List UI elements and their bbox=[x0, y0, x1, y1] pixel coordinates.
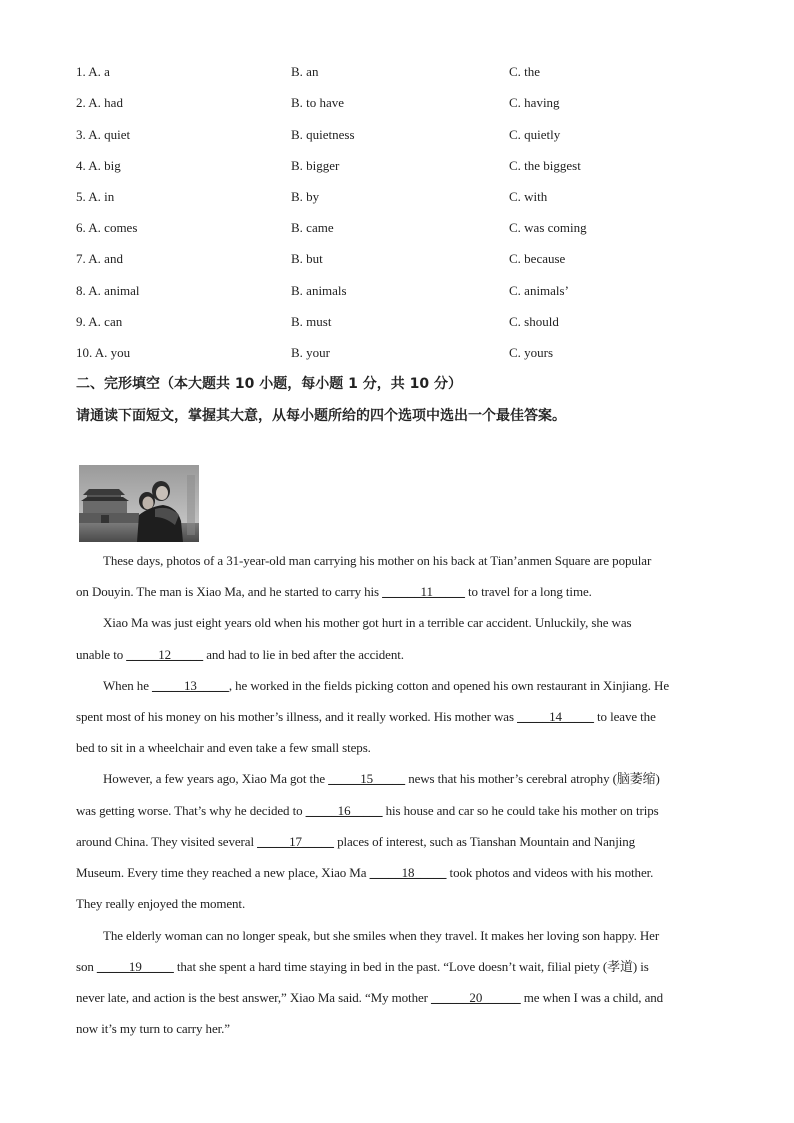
passage-line bbox=[76, 894, 726, 914]
passage-line bbox=[103, 926, 753, 946]
passage-text: that she spent a hard time staying in bed in the past. “Love doesn’t wait, filial piety (孝道) is bbox=[173, 959, 649, 974]
passage-text: and had to lie in bed after the accident. bbox=[203, 647, 404, 662]
passage-line bbox=[76, 1019, 726, 1039]
passage-text: They really enjoyed the moment. bbox=[76, 896, 246, 911]
passage-text: unable to bbox=[76, 647, 127, 662]
passage-photo bbox=[79, 465, 199, 542]
passage-text: around China. They visited several bbox=[76, 834, 258, 849]
passage-text: When he bbox=[103, 678, 153, 693]
passage-text: These days, photos of a 31-year-old man carrying his mother on his back at Tian’anmen Square are popular bbox=[103, 553, 652, 568]
passage-text: Xiao Ma was just eight years old when his mother got hurt in a terrible car accident. Unluckily, she was bbox=[103, 615, 632, 630]
passage-line bbox=[76, 582, 726, 602]
blank-11: ______11_____ bbox=[382, 584, 465, 599]
passage-line bbox=[103, 676, 753, 696]
blank-14: _____14_____ bbox=[517, 709, 594, 724]
passage-text: Museum. Every time they reached a new place, Xiao Ma bbox=[76, 865, 370, 880]
option-row bbox=[0, 218, 794, 238]
passage-text: son bbox=[76, 959, 97, 974]
option-row bbox=[0, 281, 794, 301]
option-b: B. but bbox=[291, 251, 323, 266]
option-b: B. to have bbox=[291, 95, 345, 110]
passage-text: his house and car so he could take his mother on trips bbox=[382, 803, 659, 818]
passage-line bbox=[76, 707, 726, 727]
passage-text: to leave the bbox=[593, 709, 656, 724]
passage-text: now it’s my turn to carry her.” bbox=[76, 1021, 230, 1036]
blank-20: ______20______ bbox=[431, 990, 521, 1005]
option-b: B. quietness bbox=[291, 127, 355, 142]
passage-text: took photos and videos with his mother. bbox=[446, 865, 654, 880]
passage-line bbox=[103, 613, 753, 633]
passage-text: news that his mother’s cerebral atrophy (脑萎缩) bbox=[405, 771, 660, 786]
passage-line bbox=[103, 769, 753, 789]
passage-line bbox=[76, 801, 726, 821]
passage-text: However, a few years ago, Xiao Ma got the bbox=[103, 771, 329, 786]
option-a: 10. A. you bbox=[76, 345, 131, 360]
option-row bbox=[0, 62, 794, 82]
option-row bbox=[0, 249, 794, 269]
passage-text: places of interest, such as Tianshan Mountain and Nanjing bbox=[333, 834, 636, 849]
option-c: C. yours bbox=[509, 345, 554, 360]
option-a: 7. A. and bbox=[76, 251, 123, 266]
option-c: C. because bbox=[509, 251, 566, 266]
option-a: 4. A. big bbox=[76, 158, 121, 173]
option-c: C. was coming bbox=[509, 220, 587, 235]
passage-line bbox=[76, 738, 726, 758]
option-b: B. must bbox=[291, 314, 332, 329]
passage-line bbox=[76, 988, 726, 1008]
passage-text: bed to sit in a wheelchair and even take a few small steps. bbox=[76, 740, 371, 755]
option-c: C. animals’ bbox=[509, 283, 569, 298]
passage-text: spent most of his money on his mother’s illness, and it really worked. His mother was bbox=[76, 709, 518, 724]
option-c: C. having bbox=[509, 95, 560, 110]
passage-text: to travel for a long time. bbox=[464, 584, 592, 599]
passage-text: on Douyin. The man is Xiao Ma, and he started to carry his bbox=[76, 584, 383, 599]
option-b: B. by bbox=[291, 189, 320, 204]
blank-15: _____15_____ bbox=[328, 771, 406, 786]
blank-17: _____17_____ bbox=[257, 834, 334, 849]
blank-16: _____16_____ bbox=[305, 803, 383, 818]
option-a: 3. A. quiet bbox=[76, 127, 131, 142]
section-title: 二、完形填空（本大题共 10 小题，每小题 1 分，共 10 分） bbox=[76, 376, 462, 392]
photo-image bbox=[79, 465, 199, 542]
passage-line bbox=[76, 957, 726, 977]
option-row bbox=[0, 187, 794, 207]
passage-text: was getting worse. That’s why he decided to bbox=[76, 803, 306, 818]
option-c: C. should bbox=[509, 314, 559, 329]
option-a: 6. A. comes bbox=[76, 220, 138, 235]
passage-line bbox=[76, 863, 726, 883]
option-row bbox=[0, 125, 794, 145]
option-a: 8. A. animal bbox=[76, 283, 140, 298]
blank-12: _____12_____ bbox=[126, 647, 204, 662]
option-c: C. the biggest bbox=[509, 158, 581, 173]
option-a: 2. A. had bbox=[76, 95, 123, 110]
passage-text: , he worked in the fields picking cotton and opened his own restaurant in Xinjiang. He bbox=[228, 678, 669, 693]
option-a: 1. A. a bbox=[76, 64, 110, 79]
option-row bbox=[0, 312, 794, 332]
passage-text: never late, and action is the best answer,” Xiao Ma said. “My mother bbox=[76, 990, 432, 1005]
section-instruction: 请通读下面短文，掌握其大意，从每小题所给的四个选项中选出一个最佳答案。 bbox=[76, 408, 566, 424]
option-b: B. your bbox=[291, 345, 330, 360]
option-a: 5. A. in bbox=[76, 189, 115, 204]
option-row bbox=[0, 93, 794, 113]
passage-line bbox=[76, 645, 726, 665]
option-b: B. an bbox=[291, 64, 319, 79]
option-row bbox=[0, 343, 794, 363]
option-b: B. animals bbox=[291, 283, 347, 298]
option-c: C. quietly bbox=[509, 127, 561, 142]
option-row bbox=[0, 156, 794, 176]
option-b: B. came bbox=[291, 220, 334, 235]
option-a: 9. A. can bbox=[76, 314, 123, 329]
blank-18: _____18_____ bbox=[369, 865, 447, 880]
passage-line bbox=[103, 551, 753, 571]
option-b: B. bigger bbox=[291, 158, 340, 173]
passage-text: me when I was a child, and bbox=[520, 990, 664, 1005]
option-c: C. the bbox=[509, 64, 541, 79]
passage-line bbox=[76, 832, 726, 852]
option-c: C. with bbox=[509, 189, 548, 204]
passage-text: The elderly woman can no longer speak, but she smiles when they travel. It makes her loving son happy. Her bbox=[103, 928, 660, 943]
blank-19: _____19_____ bbox=[96, 959, 174, 974]
blank-13: _____13_____ bbox=[152, 678, 229, 693]
